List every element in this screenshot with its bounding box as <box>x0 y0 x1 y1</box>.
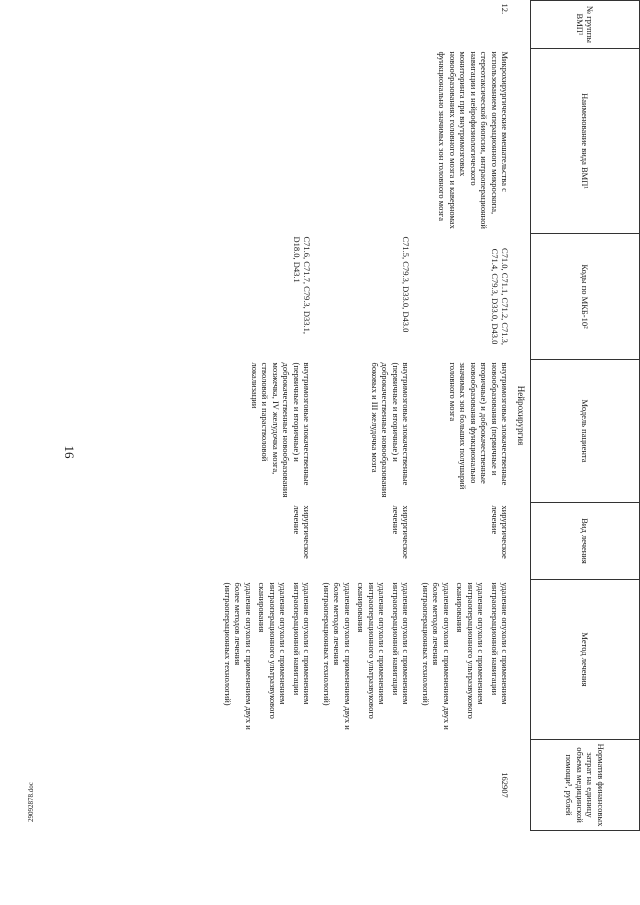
icd-codes: C71.0, C71.1, C71.2, C71.3, C71.4, C79.3, D33.0, D43.0 <box>490 247 511 346</box>
method-item: удаление опухоли с применением интраоперационного ультразвукового сканирования <box>356 582 388 719</box>
treatment-type: хирургическое лечение <box>490 505 511 559</box>
column-divider <box>530 48 640 49</box>
document-code: 29092878.doc <box>27 782 35 822</box>
treatment-type: хирургическое лечение <box>292 505 313 559</box>
cost-value: 162907 <box>500 772 511 798</box>
patient-model: внутримозговые злокачественные (первичные и вторичные) и доброкачественные новообразования боковых и III желудочка мозга <box>370 362 412 498</box>
header-icd-codes: Коды по МКБ-10² <box>531 234 640 360</box>
header-treatment-type: Вид лечения <box>531 503 640 580</box>
patient-model: внутримозговые злокачественные (первичные и вторичные) и доброкачественные новообразования мозжечка, IV желудочка мозга, стволовой и парастволовой локализации <box>250 362 313 498</box>
section-row <box>514 1 531 831</box>
method-item: удаление опухоли с применением двух и более методов лечения (интраоперационных технологий) <box>223 582 254 730</box>
rotated-table-container <box>75 0 640 830</box>
icd-codes: C71.5, C79.3, D33.0, D43.0 <box>401 236 412 333</box>
patient-model: внутримозговые злокачественные новообразования (первичные и вторичные) и доброкачественные новообразования функционально значимых зон больших полушарий головного мозга <box>448 362 511 490</box>
group-number: 12. <box>500 3 511 15</box>
header-patient-model: Модель пациента <box>531 360 640 503</box>
method-item: удаление опухоли с применением интраоперационной навигации <box>292 582 313 705</box>
section-title: Нейрохирургия <box>516 385 526 446</box>
column-divider <box>530 579 640 580</box>
method-item: удаление опухоли с применением двух и более методов лечения (интраоперационных технологий) <box>421 582 452 730</box>
header-vmp-name: Наименование вида ВМП¹ <box>531 49 640 234</box>
column-divider <box>530 739 640 740</box>
column-divider <box>530 359 640 360</box>
treatment-methods <box>217 580 316 740</box>
table-row <box>415 1 514 831</box>
page-number: 16 <box>62 445 77 459</box>
column-divider <box>530 502 640 503</box>
column-divider <box>530 233 640 234</box>
treatment-methods <box>415 580 514 740</box>
treatment-methods <box>316 580 415 740</box>
table-header-row <box>531 1 640 831</box>
header-treatment-method: Метод лечения <box>531 580 640 740</box>
header-cost-standard: Норматив финансовых затрат на единицу объема медицинской помощи³, рублей <box>531 740 640 831</box>
method-item: удаление опухоли с применением интраоперационного ультразвукового сканирования <box>455 582 487 719</box>
treatment-type: хирургическое лечение <box>391 505 412 559</box>
vmp-table <box>217 0 640 831</box>
icd-codes: C71.6, C71.7, C79.3, D33.1, D18.0, D43.1 <box>292 236 313 335</box>
method-item: удаление опухоли с применением интраоперационной навигации <box>490 582 511 705</box>
method-item: удаление опухоли с применением интраоперационной навигации <box>391 582 412 705</box>
vmp-name: Микрохирургические вмешательства с использованием операционного микроскопа, стереотаксической биопсии, интраоперационной навигации и нейрофизиологического мониторинга при внутримозговых новообразованиях головного мозга и каверномах функционально значимых зон головного мозга <box>437 51 511 229</box>
header-group-no: № группы ВМП¹ <box>531 1 640 49</box>
method-item: удаление опухоли с применением интраоперационного ультразвукового сканирования <box>257 582 289 719</box>
method-item: удаление опухоли с применением двух и более методов лечения (интраоперационных технологий) <box>322 582 353 730</box>
